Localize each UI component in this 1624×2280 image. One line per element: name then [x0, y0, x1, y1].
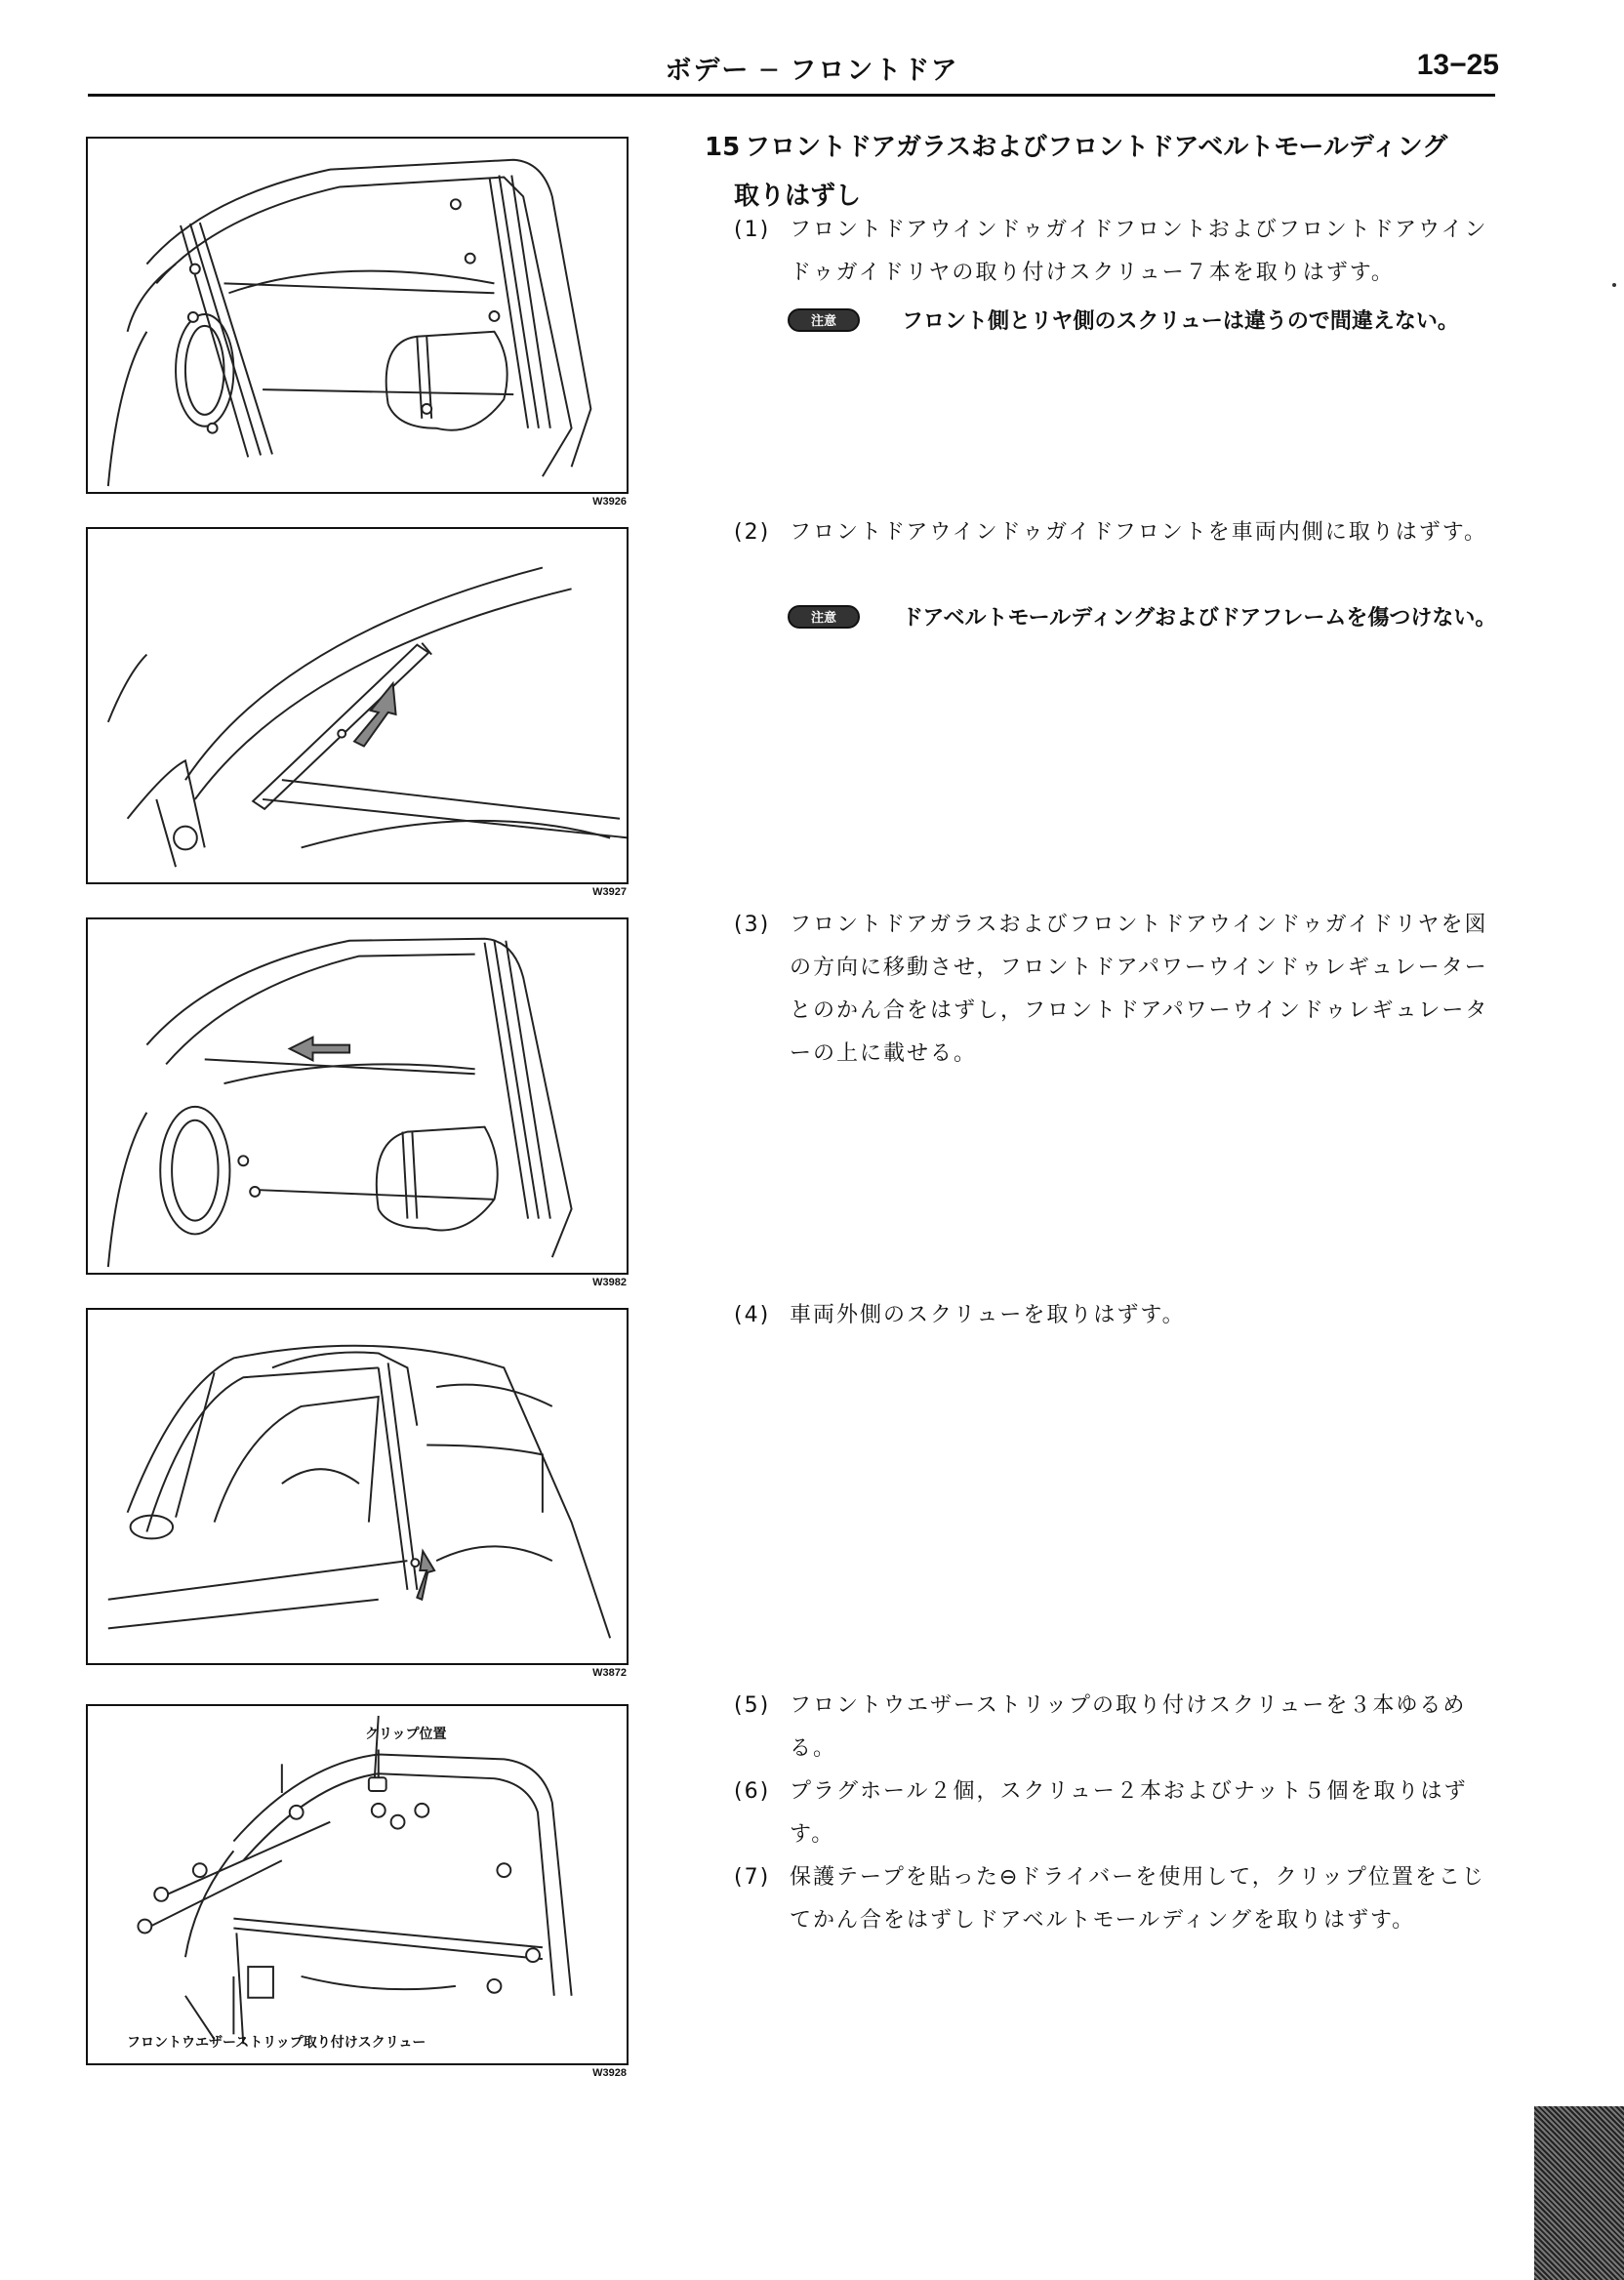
page-number: 13−25: [1416, 49, 1499, 81]
figure-outer-screw: [86, 1308, 629, 1665]
substep-number: (6): [734, 1779, 771, 1804]
figure-code: W3872: [592, 1667, 627, 1679]
substep-text: プラグホール２個，スクリュー２本およびナット５個を取りはずす。: [790, 1779, 1468, 1847]
substep-number: (5): [734, 1693, 771, 1718]
guide-removal-drawing: [88, 529, 627, 882]
caution-text: フロント側とリヤ側のスクリューは違うので間違えない。: [902, 309, 1459, 334]
substep-number: (2): [734, 520, 771, 545]
substep-number: (4): [734, 1303, 771, 1327]
figure-door-glass-move: [86, 917, 629, 1275]
weatherstrip-screw-label: フロントウエザーストリップ取り付けスクリュー: [127, 2035, 426, 2051]
header-divider: [88, 94, 1495, 97]
figure-code: W3982: [592, 1277, 627, 1288]
outer-screw-drawing: [88, 1310, 627, 1663]
figure-code: W3926: [592, 496, 627, 508]
page-header-title: ボデー ─ フロントドア: [665, 56, 959, 86]
substep-text: 保護テープを貼った⊖ドライバーを使用して，クリップ位置をこじてかん合をはずしドアベルトモールディングを取りはずす。: [790, 1865, 1485, 1933]
caution-badge: 注意: [788, 308, 860, 332]
substep-7: [734, 1856, 1505, 1942]
belt-moulding-drawing: [88, 1706, 627, 2063]
substep-number: (3): [734, 913, 771, 937]
substep-number: (1): [734, 218, 771, 242]
figure-window-guide-screws: [86, 137, 629, 494]
section-edge-tab: [1534, 2106, 1624, 2280]
figure-code: W3928: [592, 2067, 627, 2079]
substep-3: [734, 904, 1505, 1076]
step-title-line1: フロントドアガラスおよびフロントドアベルトモールディング: [745, 133, 1448, 162]
substep-text: フロントウエザーストリップの取り付けスクリューを３本ゆるめる。: [790, 1693, 1467, 1761]
step-number: 15: [705, 133, 741, 162]
substep-number: (7): [734, 1865, 771, 1890]
figure-guide-front-removal: [86, 527, 629, 884]
substep-6: [734, 1771, 1505, 1856]
glass-move-drawing: [88, 919, 627, 1273]
substep-2: [734, 511, 1505, 554]
substep-text: フロントドアウインドゥガイドフロントを車両内側に取りはずす。: [790, 520, 1488, 545]
figure-belt-moulding: [86, 1704, 629, 2065]
figure-code: W3927: [592, 886, 627, 898]
substep-text: フロントドアガラスおよびフロントドアウインドゥガイドリヤを図の方向に移動させ，フロントドアパワーウインドゥレギュレーターとのかん合をはずし，フロントドアパワーウインドゥレギュレーターの上に載せる。: [790, 913, 1489, 1066]
caution-text: ドアベルトモールディングおよびドアフレームを傷つけない。: [902, 606, 1497, 631]
print-speck: [1612, 283, 1616, 287]
substep-5: [734, 1685, 1505, 1771]
substep-text: 車両外側のスクリューを取りはずす。: [790, 1303, 1186, 1327]
caution-note-2: [788, 597, 1510, 640]
clip-position-label: クリップ位置: [365, 1727, 447, 1742]
step-title-line2: 取りはずし: [734, 182, 862, 211]
substep-text: フロントドアウインドゥガイドフロントおよびフロントドアウインドゥガイドリヤの取り付けスクリュー７本を取りはずす。: [790, 218, 1488, 285]
caution-note-1: [788, 301, 1510, 344]
substep-1: [734, 209, 1505, 295]
substep-4: [734, 1294, 1505, 1337]
caution-badge: 注意: [788, 605, 860, 629]
step-15-heading: [705, 123, 1505, 221]
door-frame-drawing: [88, 139, 627, 492]
